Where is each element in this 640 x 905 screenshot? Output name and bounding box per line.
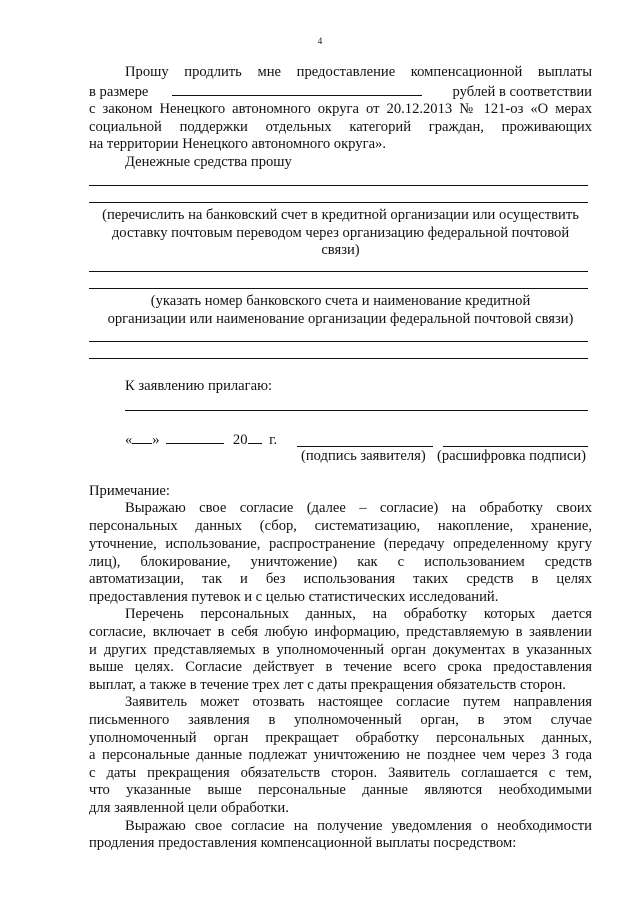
request-line-4: социальной поддержки отдельных категорий граждан, проживающих [89, 119, 592, 135]
page-number: 4 [317, 36, 323, 46]
signature-field[interactable] [297, 446, 433, 447]
note-line: Выражаю свое согласие на получение уведомления о необходимости [125, 818, 592, 834]
request-line-6: Денежные средства прошу [125, 154, 292, 170]
bank-details-field-3[interactable] [89, 341, 588, 342]
date-day-field[interactable] [132, 443, 152, 444]
hint1-line-1: (перечислить на банковский счет в кредитной организации или осуществить [102, 207, 579, 223]
note-line: выплат, а также в течение трех лет с даты прекращения обязательств сторон. [89, 677, 566, 693]
signature-caption: (подпись заявителя) [301, 448, 426, 464]
note-line: а персональные данные подлежат уничтожению не позднее чем через 3 года [89, 747, 592, 763]
note-line: Перечень персональных данных, на обработку которых дается [125, 606, 592, 622]
hint1-line-3: связи) [321, 242, 360, 258]
date-year-prefix: 20 [232, 432, 248, 448]
note-line: продления предоставления компенсационной выплаты посредством: [89, 835, 517, 851]
date-year-suffix: г. [269, 432, 278, 448]
note-line: и других представляемых в уполномоченный орган документах в указанных [89, 642, 592, 658]
note-line: для заявленной цели обработки. [89, 800, 289, 816]
request-line-2-end: рублей в соответствии [452, 84, 592, 100]
note-line: уточнение, использование, распространение (передачу определенному кругу [89, 536, 592, 552]
bank-details-field-2[interactable] [89, 288, 588, 289]
request-line-3: с законом Ненецкого автономного округа от 20.12.2013 № 121-оз «О мерах [89, 101, 592, 117]
note-line: предоставления путевок и с целью статистических исследований. [89, 589, 499, 605]
note-line: согласие, включает в себя любую информацию, представляемую в заявлении [89, 624, 592, 640]
date-month-field[interactable] [166, 443, 224, 444]
note-line: Выражаю свое согласие (далее – согласие) на обработку своих [125, 500, 592, 516]
note-line: автоматизации, так и без использования таких средств в целях [89, 571, 592, 587]
decode-caption: (расшифровка подписи) [437, 448, 586, 464]
hint2-line-1: (указать номер банковского счета и наименование кредитной [150, 293, 531, 309]
note-title: Примечание: [89, 483, 170, 499]
attachments-label: К заявлению прилагаю: [125, 378, 273, 394]
signature-decode-field[interactable] [443, 446, 588, 447]
payment-method-field-2[interactable] [89, 202, 588, 203]
note-line: лиц), блокирование, уничтожение) как с использованием средств [89, 554, 592, 570]
amount-field[interactable] [172, 95, 422, 96]
note-line: персональных данных (сбор, систематизацию, накопление, хранение, [89, 518, 592, 534]
note-line: выше целях. Согласие действует в течение всего срока предоставления [89, 659, 592, 675]
request-line-5: на территории Ненецкого автономного округа». [89, 136, 386, 152]
note-line: письменного заявления в уполномоченный орган, в этом случае [89, 712, 592, 728]
date-year-field[interactable] [248, 443, 262, 444]
note-line: уполномоченный орган прекращает обработку персональных данных, [89, 730, 592, 746]
attachments-field[interactable] [125, 410, 588, 411]
note-line: с даты прекращения обязательств сторон. Заявитель соглашается с тем, [89, 765, 592, 781]
hint1-line-2: доставку почтовым переводом через организацию федеральной почтовой [111, 225, 570, 241]
note-line: Заявитель может отозвать настоящее согласие путем направления [125, 694, 592, 710]
payment-method-field-1[interactable] [89, 185, 588, 186]
request-line-2-start: в размере [89, 84, 149, 100]
request-line-2 [89, 84, 592, 101]
date-open-quote: « [125, 432, 133, 448]
date-close-quote: » [152, 432, 160, 448]
date-line [125, 432, 305, 449]
note-line: что указанные выше персональные данные являются необходимыми [89, 782, 592, 798]
request-line-1: Прошу продлить мне предоставление компенсационной выплаты [125, 64, 592, 80]
bank-details-field-4[interactable] [89, 358, 588, 359]
hint2-line-2: организации или наименование организации федеральной почтовой связи) [107, 311, 574, 327]
bank-details-field-1[interactable] [89, 271, 588, 272]
